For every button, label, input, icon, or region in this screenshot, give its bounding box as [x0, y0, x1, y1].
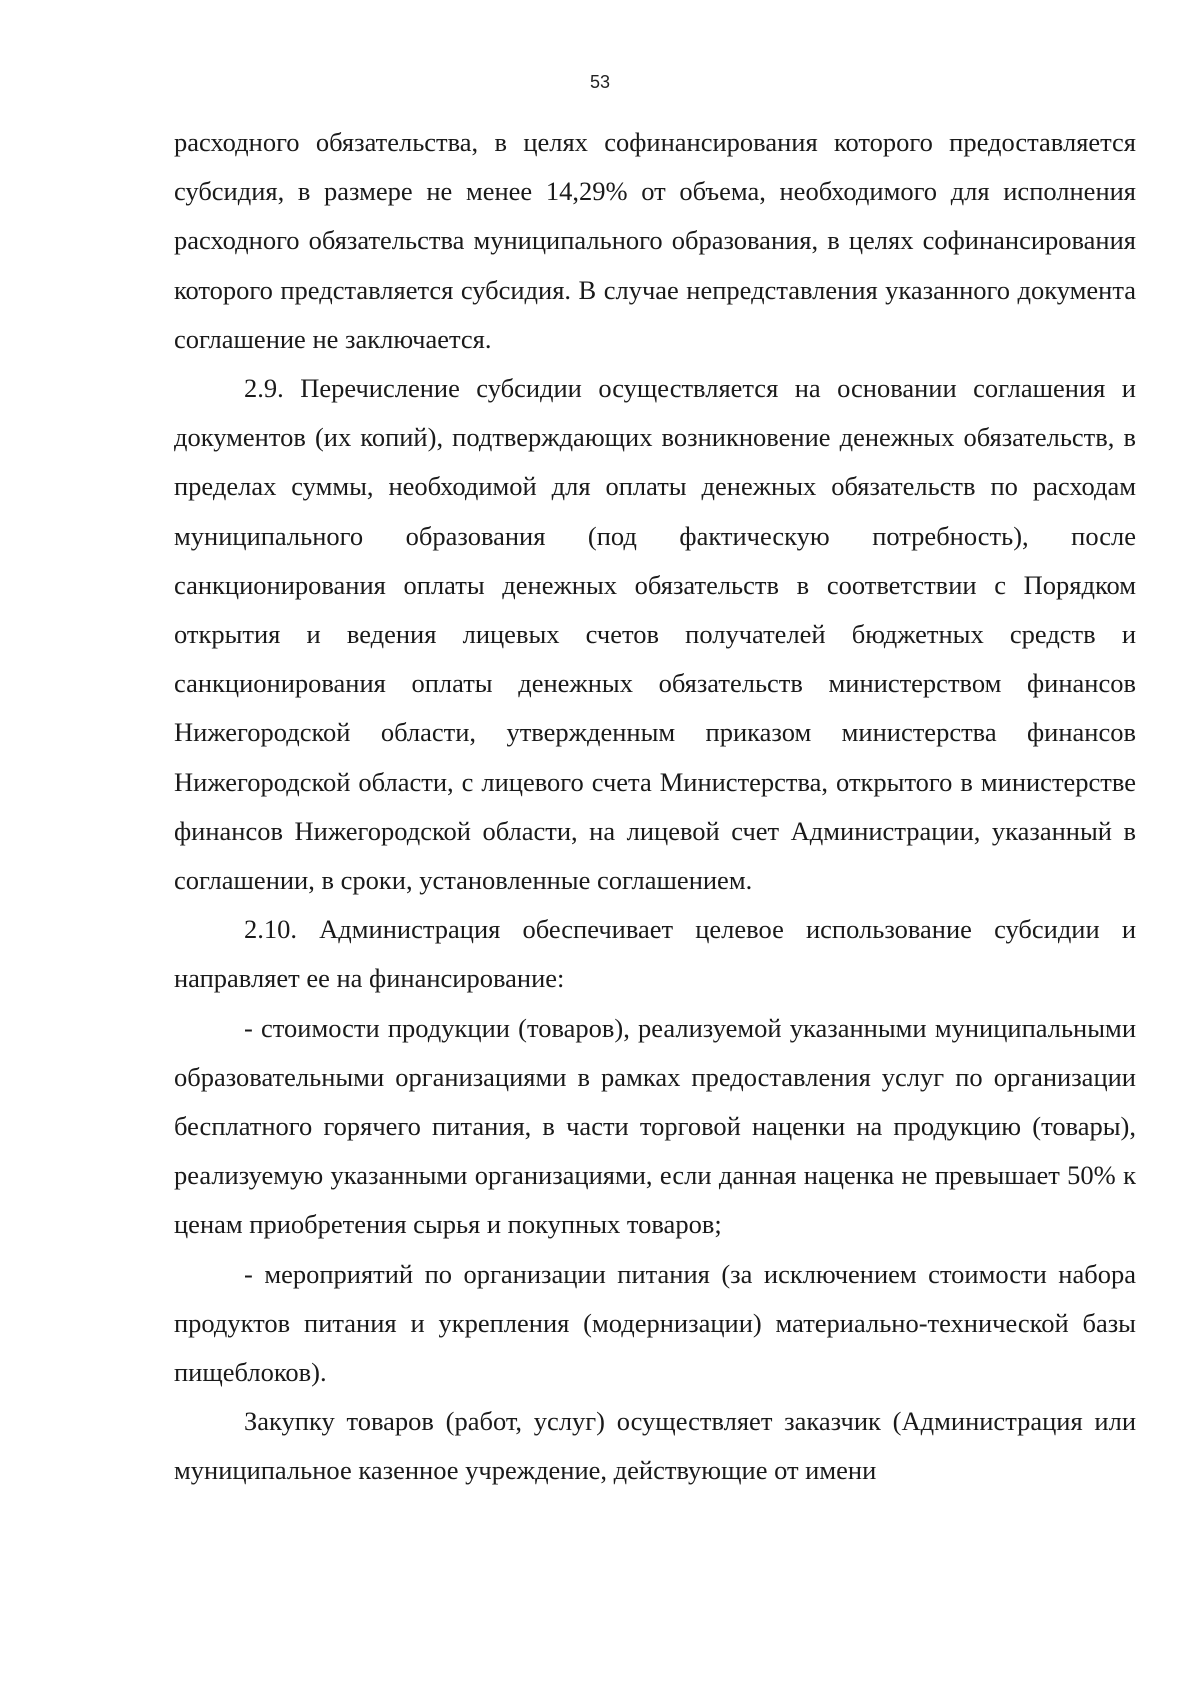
document-body [174, 118, 1136, 1496]
paragraph-obligation-continuation: расходного обязательства, в целях софинансирования которого предоставляется субсидия, в размере не менее 14,29% от объема, необходимого для исполнения расходного обязательства муниципального образования, в целях софинансирования которого представляется субсидия. В случае непредставления указанного документа соглашение не заключается. [174, 127, 1136, 354]
paragraph-procurement: Закупку товаров (работ, услуг) осуществляет заказчик (Администрация или муниципальное казенное учреждение, действующие от имени [174, 1406, 1136, 1486]
paragraph-2-9: 2.9. Перечисление субсидии осуществляется на основании соглашения и документов (их копий), подтверждающих возникновение денежных обязательств, в пределах суммы, необходимой для оплаты денежных обязательств по расходам муниципального образования (под фактическую потребность), после санкционирования оплаты денежных обязательств в соответствии с Порядком открытия и ведения лицевых счетов получателей бюджетных средств и санкционирования оплаты денежных обязательств министерством финансов Нижегородской области, утвержденным приказом министерства финансов Нижегородской области, с лицевого счета Министерства, открытого в министерстве финансов Нижегородской области, на лицевой счет Администрации, указанный в соглашении, в сроки, установленные соглашением. [174, 373, 1136, 896]
paragraph-2-10: 2.10. Администрация обеспечивает целевое использование субсидии и направляет ее на финансирование: [174, 914, 1136, 994]
page-number: 53 [589, 72, 611, 92]
list-item-catering-activities: - мероприятий по организации питания (за исключением стоимости набора продуктов питания и укрепления (модернизации) материально-технической базы пищеблоков). [174, 1258, 1136, 1388]
list-item-product-cost: - стоимости продукции (товаров), реализуемой указанными муниципальными образовательными организациями в рамках предоставления услуг по организации бесплатного горячего питания, в части торговой наценки на продукцию (товары), реализуемую указанными организациями, если данная наценка не превышает 50% к ценам приобретения сырья и покупных товаров; [174, 1012, 1136, 1240]
